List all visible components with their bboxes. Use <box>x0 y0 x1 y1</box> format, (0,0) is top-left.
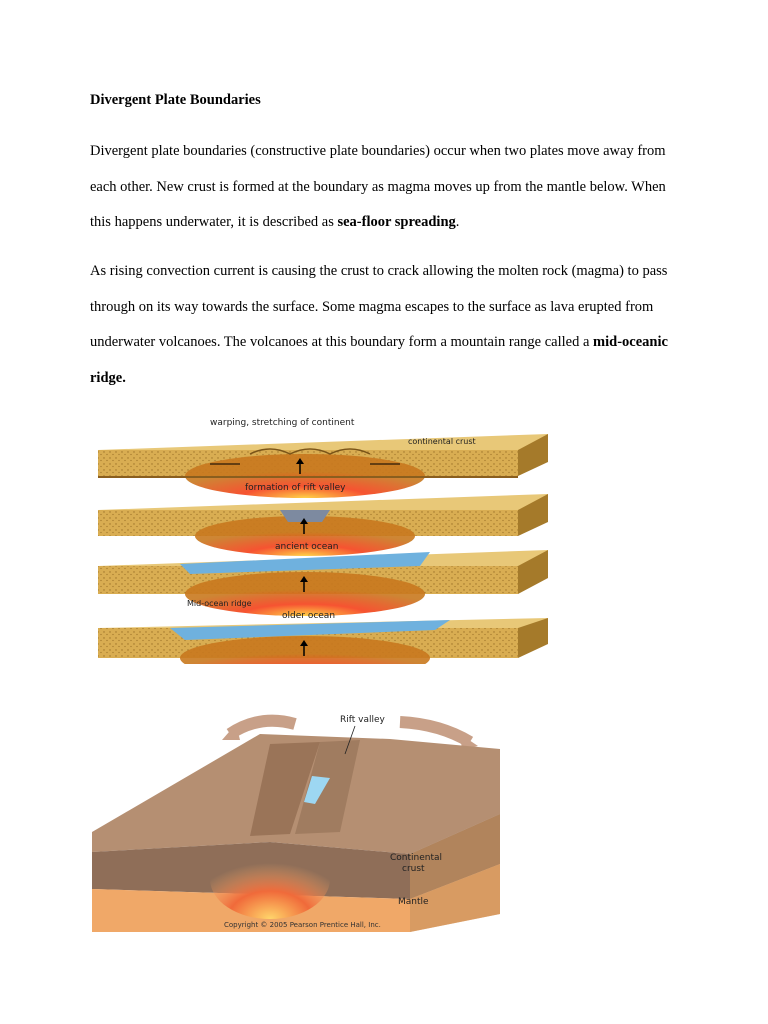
paragraph-2-text: As rising convection current is causing the crust to crack allowing the molten rock (magma) to pass through on its way towards the surface. Some magma escapes to the surface as lava erupted from underwater volcanoes. The volcanoes at this boundary form a mountain range called a <box>90 263 668 350</box>
rift-valley-diagram <box>90 704 505 932</box>
paragraph-2-bold: mid-oceanic ridge. <box>90 334 668 386</box>
stage-3-block <box>98 550 548 616</box>
mid-ocean-ridge-label: Mid-ocean ridge <box>187 599 252 608</box>
paragraph-1-text: Divergent plate boundaries (constructive plate boundaries) occur when two plates move away from each other. New crust is formed at the boundary as magma moves up from the mantle below. When this happens underwater, it is described as <box>90 143 666 230</box>
stage-1-label: warping, stretching of continent <box>210 418 355 428</box>
paragraph-2 <box>90 254 690 396</box>
copyright-text: Copyright © 2005 Pearson Prentice Hall, Inc. <box>224 921 381 929</box>
stage-4-label: older ocean <box>282 611 336 621</box>
stage-2-label: formation of rift valley <box>245 483 346 493</box>
paragraph-1-bold: sea-floor spreading <box>337 214 456 230</box>
paragraph-1 <box>90 134 690 241</box>
continental-crust-label: continental crust <box>408 437 476 446</box>
rifting-stages-diagram <box>90 414 550 664</box>
continental-crust-label-2: crust <box>402 864 425 874</box>
page-title: Divergent Plate Boundaries <box>90 92 261 108</box>
stage-4-block <box>98 618 548 664</box>
continental-crust-label-1: Continental <box>390 853 443 863</box>
stage-3-label: ancient ocean <box>275 542 339 552</box>
mantle-label: Mantle <box>398 897 429 907</box>
rift-valley-label: Rift valley <box>340 715 385 725</box>
paragraph-1-end: . <box>455 214 460 230</box>
